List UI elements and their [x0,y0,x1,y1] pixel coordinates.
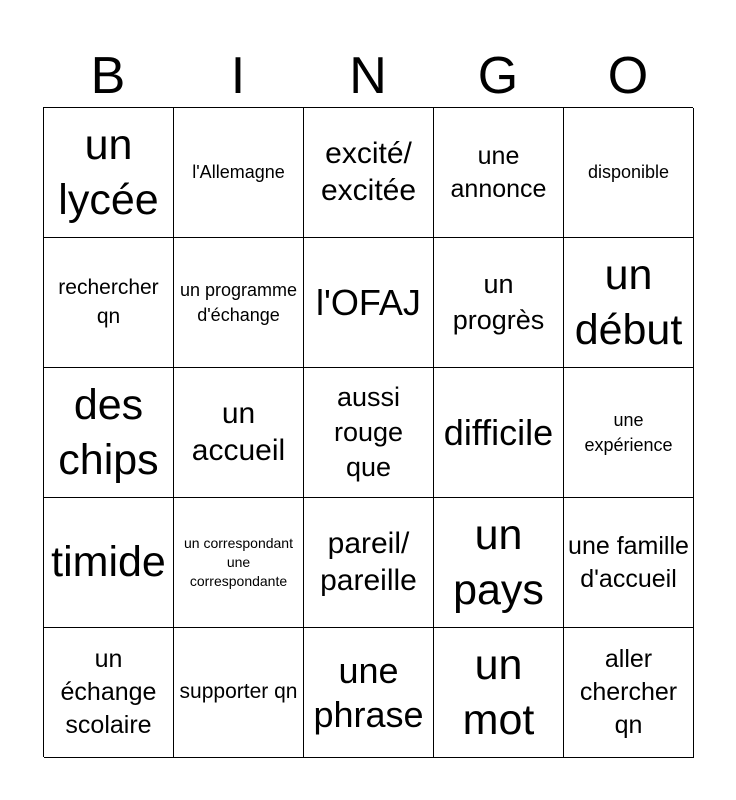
bingo-cell-text: disponible [587,162,670,183]
bingo-cell-text: aussi rouge que [333,381,404,483]
bingo-cell[interactable] [434,238,564,368]
bingo-cell-text: une expérience [584,409,673,455]
bingo-cell[interactable] [174,498,304,628]
bingo-cell-text: l'OFAJ [316,281,421,323]
header-letter-o: O [607,47,649,105]
bingo-cell-text: timide [51,538,166,587]
bingo-cell-text: un mot [462,641,535,744]
bingo-cell-text: difficile [443,411,554,453]
bingo-cell-text: un échange scolaire [60,645,157,739]
bingo-cell-text: un accueil [191,396,286,467]
bingo-cell-text: excité/ excitée [320,136,417,207]
header-letter-g: G [477,47,519,105]
bingo-cell[interactable] [564,238,694,368]
bingo-cell[interactable] [564,498,694,628]
bingo-cell[interactable] [304,238,434,368]
bingo-cell-text: pareil/ pareille [320,526,417,597]
bingo-cell[interactable] [564,628,694,758]
bingo-cell-text: aller chercher qn [579,645,678,739]
bingo-cell[interactable] [304,368,434,498]
bingo-cell-text: un programme d'échange [179,279,298,325]
bingo-cell-text: l'Allemagne [192,162,285,183]
bingo-cell[interactable] [44,368,174,498]
bingo-cell[interactable] [174,628,304,758]
bingo-cell[interactable] [434,368,564,498]
bingo-cell[interactable] [564,368,694,498]
bingo-cell-text: un pays [453,511,544,614]
bingo-cell-text: une famille d'accueil [568,531,689,593]
bingo-cell-text: une annonce [450,141,547,203]
bingo-cell[interactable] [304,108,434,238]
bingo-cell-text: un progrès [452,269,545,335]
bingo-cell[interactable] [174,108,304,238]
bingo-cell-text: un lycée [58,121,159,224]
header-letter-b: B [90,47,126,105]
bingo-cell-text: des chips [58,381,159,484]
bingo-cell[interactable] [434,498,564,628]
bingo-cell-text: supporter qn [179,680,298,704]
bingo-cell-text: un début [574,251,683,354]
bingo-header [43,44,693,108]
header-letter-i: I [230,47,246,105]
bingo-grid [43,107,693,757]
bingo-cell[interactable] [174,368,304,498]
bingo-cell-text: une phrase [313,650,424,735]
bingo-cell[interactable] [564,108,694,238]
bingo-cell-text: rechercher qn [58,276,159,328]
bingo-cell-text: un correspondant une correspondante [184,535,293,589]
header-letter-n: N [349,47,387,105]
bingo-cell[interactable] [304,628,434,758]
bingo-cell[interactable] [44,238,174,368]
bingo-cell[interactable] [434,628,564,758]
bingo-cell[interactable] [434,108,564,238]
bingo-cell[interactable] [304,498,434,628]
bingo-cell[interactable] [174,238,304,368]
bingo-cell[interactable] [44,108,174,238]
bingo-cell[interactable] [44,628,174,758]
bingo-cell[interactable] [44,498,174,628]
